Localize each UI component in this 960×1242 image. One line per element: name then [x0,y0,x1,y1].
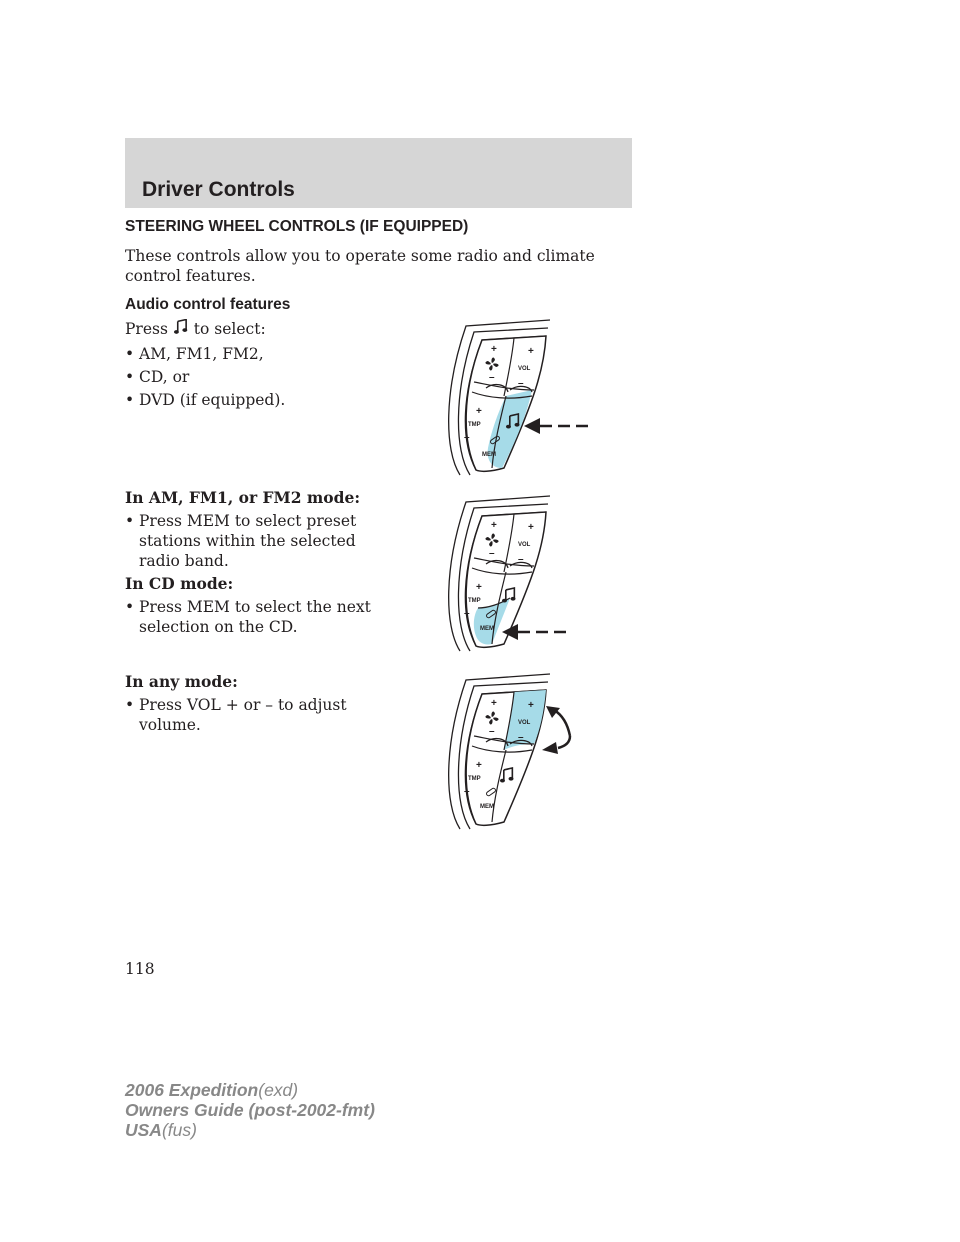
footer-market-code: (fus) [161,1120,197,1140]
steering-control-figure-mem [430,486,600,661]
vol-minus-label: – [518,732,524,743]
vol-label: VOL [518,542,531,548]
tmp-minus-label: – [464,432,470,443]
press-prefix: Press [125,320,168,338]
vol-label: VOL [518,720,531,726]
mem-label: MEM [480,804,494,810]
press-suffix: to select: [193,320,266,338]
arrow-icon [542,742,558,754]
cd-mode-list [125,597,380,640]
tmp-label: TMP [468,422,481,428]
footer-guide: Owners Guide (post-2002-fmt) [125,1100,375,1120]
press-instruction [125,319,266,338]
vol-plus-label: + [528,522,534,533]
rocker-arrow-icon [554,710,570,736]
music-note-icon [174,319,188,335]
list-item: • CD, or [125,367,380,387]
tmp-minus-label: – [464,786,470,797]
vol-minus-label: – [518,554,524,565]
footer-line-1 [125,1080,375,1100]
footer-model-code: (exd) [258,1080,299,1100]
page-title: Driver Controls [142,178,295,201]
fan-plus-label: + [491,520,497,531]
tmp-plus-label: + [476,760,482,771]
vol-plus-label: + [528,346,534,357]
section-heading: STEERING WHEEL CONTROLS (IF EQUIPPED) [125,218,469,235]
fan-minus-label: – [489,726,495,737]
fan-minus-label: – [489,372,495,383]
page-number: 118 [125,960,155,978]
tmp-plus-label: + [476,406,482,417]
list-item: • Press MEM to select preset stations within the selected radio band. [125,511,380,571]
vol-minus-label: – [518,378,524,389]
tmp-minus-label: – [464,608,470,619]
vol-label: VOL [518,366,531,372]
vol-plus-label: + [528,700,534,711]
tmp-label: TMP [468,598,481,604]
mem-label: MEM [482,452,496,458]
any-mode-heading: In any mode: [125,672,238,691]
cd-mode-heading: In CD mode: [125,574,234,593]
steering-control-figure-vol [430,664,600,839]
tmp-plus-label: + [476,582,482,593]
intro-paragraph: These controls allow you to operate some radio and climate control features. [125,247,595,285]
footer-market: USA [125,1120,162,1140]
list-item: • DVD (if equipped). [125,390,380,410]
fan-plus-label: + [491,698,497,709]
list-item: • Press VOL + or – to adjust volume. [125,695,380,735]
am-fm-mode-list [125,511,380,574]
footer-model: 2006 Expedition [125,1080,259,1100]
arrow-icon [524,418,540,434]
footer [125,1080,375,1140]
fan-minus-label: – [489,548,495,559]
steering-control-figure-mode [430,310,600,485]
mem-label: MEM [480,626,494,632]
am-fm-mode-heading: In AM, FM1, or FM2 mode: [125,488,361,507]
audio-heading: Audio control features [125,296,291,313]
header-band [125,138,632,208]
audio-options-list [125,344,380,413]
footer-line-2 [125,1100,375,1120]
any-mode-list [125,695,380,738]
list-item: • Press MEM to select the next selection on the CD. [125,597,380,637]
list-item: • AM, FM1, FM2, [125,344,380,364]
fan-plus-label: + [491,344,497,355]
footer-line-3 [125,1120,375,1140]
tmp-label: TMP [468,776,481,782]
